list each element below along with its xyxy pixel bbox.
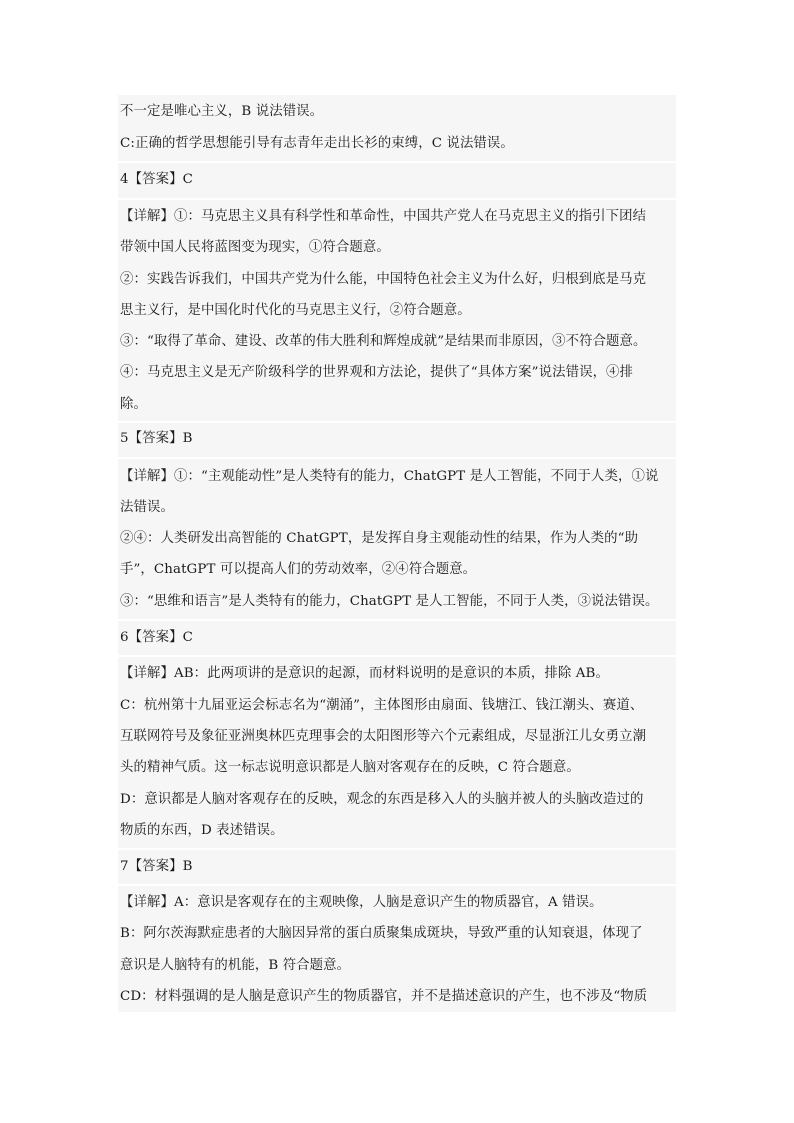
text-line: 手”，ChatGPT 可以提高人们的劳动效率，②④符合题意。 [120, 562, 477, 577]
text-line: D：意识都是人脑对客观存在的反映，观念的东西是移入人的头脑并被人的头脑改造过的 [120, 792, 644, 807]
text-line: 互联网符号及象征亚洲奥林匹克理事会的太阳图形等六个元素组成，尽显浙江儿女勇立潮 [120, 729, 647, 744]
text-line: 思主义行，是中国化时代化的马克思主义行，②符合题意。 [120, 303, 471, 318]
divider [118, 619, 676, 621]
divider [118, 884, 676, 886]
text-line: 除。 [120, 397, 147, 412]
divider [118, 198, 676, 200]
text-line: ③：“取得了革命、建设、改革的伟大胜利和辉煌成就”是结果而非原因，③不符合题意。 [120, 334, 647, 349]
divider [118, 457, 676, 459]
text-line: 【详解】①：马克思主义具有科学性和革命性，中国共产党人在马克思主义的指引下团结 [120, 209, 647, 224]
answer-heading: 7【答案】B [120, 859, 193, 874]
text-line: CD：材料强调的是人脑是意识产生的物质器官，并不是描述意识的产生，也不涉及“物质 [120, 989, 648, 1004]
text-line: 头的精神气质。这一标志说明意识都是人脑对客观存在的反映，C 符合题意。 [120, 760, 580, 775]
text-line: C：杭州第十九届亚运会标志名为“潮涌”，主体图形由扇面、钱塘江、钱江潮头、赛道、 [120, 698, 644, 713]
text-line: 【详解】A：意识是客观存在的主观映像，人脑是意识产生的物质器官，A 错误。 [120, 895, 603, 910]
divider [118, 848, 676, 850]
text-line: B：阿尔茨海默症患者的大脑因异常的蛋白质聚集成斑块，导致严重的认知衰退，体现了 [120, 926, 643, 941]
text-line: ③：“思维和语言”是人类特有的能力，ChatGPT 是人工智能，不同于人类，③说法错误。 [120, 594, 659, 609]
text-line: 法错误。 [120, 500, 174, 515]
divider [118, 161, 676, 163]
text-line: 意识是人脑特有的机能，B 符合题意。 [120, 958, 351, 973]
answer-heading: 4【答案】C [120, 172, 193, 187]
text-line: 带领中国人民将蓝图变为现实，①符合题意。 [120, 240, 390, 255]
text-line: 【详解】AB：此两项讲的是意识的起源，而材料说明的是意识的本质，排除 AB。 [120, 666, 609, 681]
divider [118, 655, 676, 657]
text-line: 不一定是唯心主义，B 说法错误。 [120, 104, 324, 119]
text-line: C:正确的哲学思想能引导有志青年走出长衫的束缚，C 说法错误。 [120, 136, 514, 151]
text-line: ②：实践告诉我们，中国共产党为什么能，中国特色社会主义为什么好，归根到底是马克 [120, 272, 647, 287]
text-line: ②④：人类研发出高智能的 ChatGPT，是发挥自身主观能动性的结果，作为人类的“助 [120, 531, 639, 546]
answer-heading: 5【答案】B [120, 431, 193, 446]
text-line: ④：马克思主义是无产阶级科学的世界观和方法论，提供了“具体方案”说法错误，④排 [120, 365, 634, 380]
answer-heading: 6【答案】C [120, 630, 193, 645]
text-line: 物质的东西，D 表述错误。 [120, 823, 284, 838]
text-line: 【详解】①：“主观能动性”是人类特有的能力，ChatGPT 是人工智能，不同于人类，①说 [120, 469, 659, 484]
